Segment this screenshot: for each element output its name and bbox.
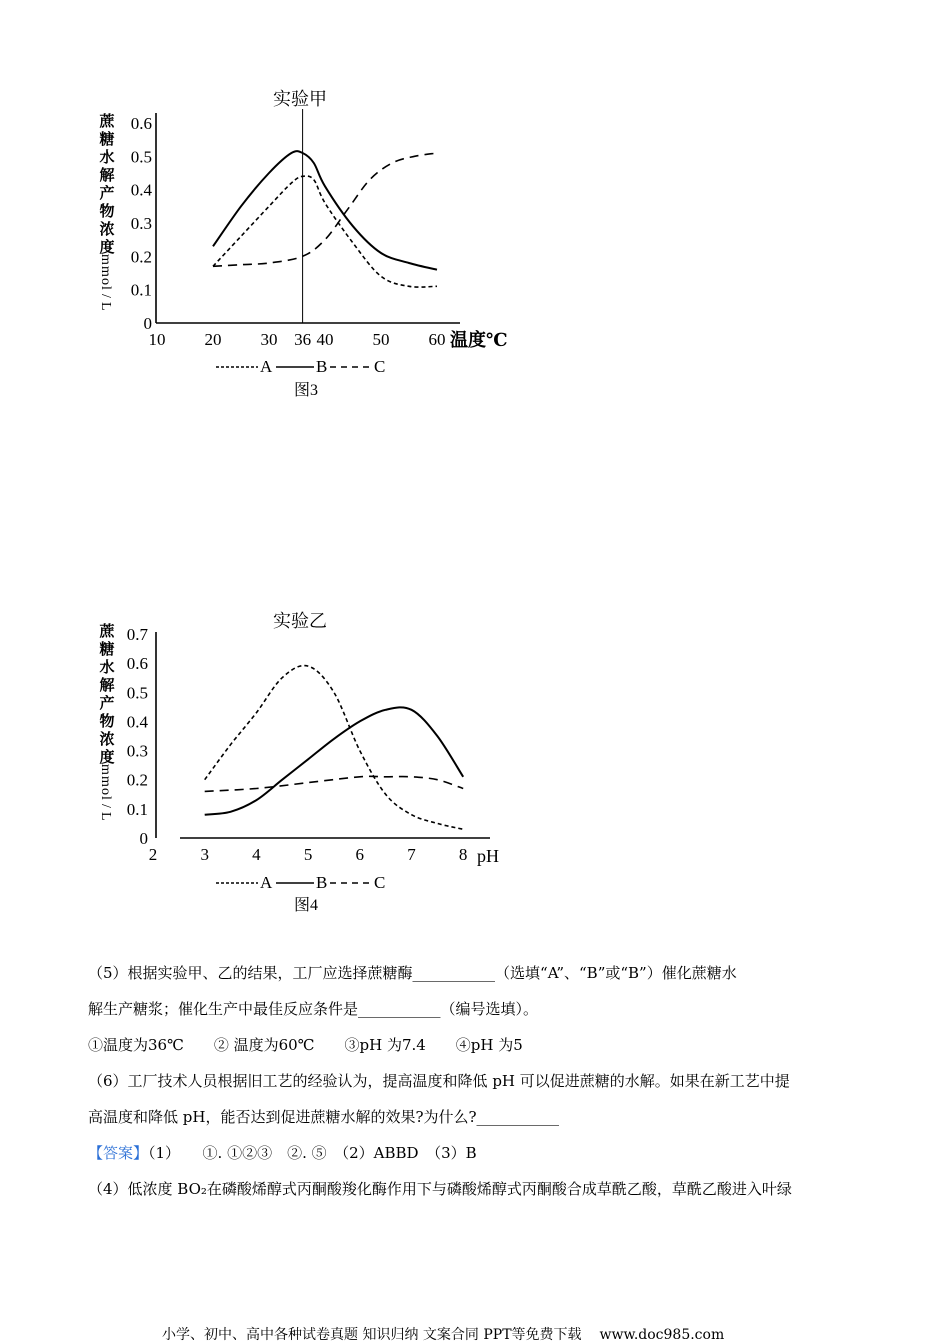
y-label-char: 糖 [99,132,115,148]
chart-jia-svg [80,78,540,408]
legend-label-a: A [260,873,273,892]
y-label-char: 解 [99,168,115,184]
x-tick-label: 36 [294,330,312,349]
x-tick-label: 5 [303,845,313,864]
x-tick-label: 4 [252,845,261,864]
y-label-char: 解 [99,678,115,694]
y-label-char: 浓 [99,732,115,748]
x-tick-label: 10 [148,330,166,349]
x-tick-label: 7 [407,845,416,864]
y-label-char: m [98,266,113,277]
legend-label-a: A [260,357,273,376]
y-label-char: L [98,812,113,821]
y-label-char: 产 [99,696,115,712]
chart-title: 实验甲 [273,89,327,109]
y-tick-label: 0.6 [130,114,152,133]
question-5-line-2: 解生产糖浆；催化生产中最佳反应条件是___________（编号选填）。 [88,1000,539,1018]
chart-experiment-yi [80,600,540,930]
y-tick-label: 0.3 [126,741,148,761]
x-tick-label: 6 [355,845,365,864]
y-tick-label: 0.2 [126,770,148,790]
y-tick-label: 0 [139,829,148,848]
series-line-a [213,176,437,287]
footer [162,1324,724,1344]
chart-yi-svg [80,600,540,930]
question-6-line-2: 高温度和降低 pH，能否达到促进蔗糖水解的效果?为什么?___________ [88,1108,560,1126]
y-label-char: 物 [99,714,115,730]
series-line-a [205,666,464,830]
question-6-line-1: （6）工厂技术人员根据旧工艺的经验认为，提高温度和降低 pH 可以促进蔗糖的水解。如果在新工艺中提 [88,1072,790,1090]
chart-experiment-jia [80,78,540,408]
x-tick-label: 3 [200,845,209,864]
y-label-char: m [98,776,113,787]
legend-label-c: C [374,873,386,892]
answer-tag: 【答案】 [88,1144,149,1162]
y-tick-label: 0.5 [130,147,152,167]
y-tick-label: 0.2 [130,247,152,267]
y-label-char: o [98,278,113,285]
figure-label: 图4 [293,897,319,914]
y-label-char: o [98,788,113,795]
y-tick-label: 0.5 [126,683,148,703]
series-line-b [213,151,437,270]
y-label-char: 物 [99,204,115,220]
legend-label-b: B [316,357,328,376]
y-label-char: m [98,764,113,775]
y-tick-label: 0.4 [130,180,152,200]
y-label-char: 糖 [99,642,115,658]
y-label-char: 蔗 [99,624,115,640]
figure-label: 图3 [293,382,319,399]
legend-label-c: C [374,357,386,376]
x-tick-label: 20 [204,330,222,349]
answer-body: （1） ①. ①②③ ②. ⑤ （2）ABBD （3）B [148,1144,477,1162]
y-label-char: 产 [99,186,115,202]
y-label-char: / [98,294,113,298]
question-5-line-1: （5）根据实验甲、乙的结果，工厂应选择蔗糖酶___________（选填“A”、“B”或“B”）催化蔗糖水 [88,964,737,982]
y-axis-label [98,623,115,821]
x-axis-label: pH [477,846,499,866]
y-label-char: 水 [99,660,115,676]
x-tick-label: 50 [372,330,390,349]
series-line-c [213,153,437,266]
y-tick-label: 0.3 [130,214,152,233]
y-tick-label: 0.1 [126,799,148,819]
y-label-char: 水 [99,150,115,166]
legend [216,873,385,892]
y-label-char: l [98,796,113,800]
y-tick-label: 0.7 [126,625,148,644]
answer-line [88,1144,888,1162]
x-tick-label: 60 [428,330,446,349]
footer-url[interactable]: www.doc985.com [599,1327,725,1343]
legend-label-b: B [316,873,328,892]
footer-text: 小学、初中、高中各种试卷真题 知识归纳 文案合同 PPT等免费下载 [162,1327,582,1343]
y-tick-label: 0 [143,314,152,333]
y-label-char: m [98,254,113,265]
question-4-line: （4）低浓度 BO₂在磷酸烯醇式丙酮酸羧化酶作用下与磷酸烯醇式丙酮酸合成草酰乙酸，草酰乙酸进入叶绿 [88,1180,792,1198]
question-5-options: ①温度为36℃ ② 温度为60℃ ③pH 为7.4 ④pH 为5 [88,1036,523,1054]
chart-title: 实验乙 [273,611,327,631]
y-axis-label [98,113,115,311]
y-label-char: 蔗 [99,114,115,130]
y-label-char: L [98,302,113,311]
y-tick-label: 0.1 [130,280,152,300]
y-tick-label: 0.4 [126,712,148,732]
y-label-char: l [98,286,113,290]
y-label-char: 度 [99,240,115,256]
x-axis-label: 温度℃ [450,330,508,350]
y-label-char: / [98,804,113,808]
x-tick-label: 8 [458,845,468,864]
x-tick-label: 2 [148,845,158,864]
series-line-c [205,776,464,791]
y-label-char: 度 [99,750,115,766]
legend [216,357,385,376]
x-tick-label: 40 [316,330,334,349]
y-label-char: 浓 [99,222,115,238]
series-line-b [205,707,464,814]
y-tick-label: 0.6 [126,654,148,674]
x-tick-label: 30 [260,330,278,349]
